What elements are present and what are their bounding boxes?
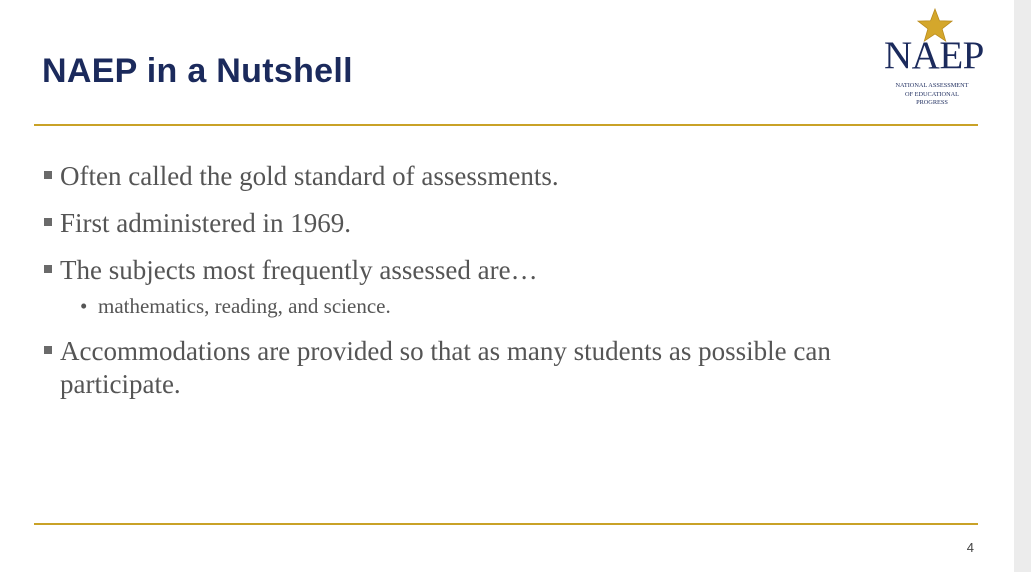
- bullet-item: [42, 254, 942, 287]
- title-divider: [34, 124, 978, 126]
- logo-wordmark: NAEP: [884, 34, 984, 77]
- square-bullet-icon: [44, 171, 52, 179]
- bullet-text: First administered in 1969.: [60, 208, 351, 238]
- footer-divider: [34, 523, 978, 525]
- bullet-item: [42, 207, 942, 240]
- logo-tagline-line: NATIONAL ASSESSMENT: [895, 82, 969, 89]
- bullet-item: [42, 335, 942, 401]
- logo-tagline-line: OF EDUCATIONAL: [904, 90, 960, 98]
- bullet-text: Often called the gold standard of assessments.: [60, 161, 559, 191]
- window-edge: [1014, 0, 1031, 572]
- bullet-list: [42, 160, 942, 415]
- sub-bullet-item: [42, 293, 942, 319]
- dot-bullet-icon: •: [80, 294, 88, 318]
- page-number: 4: [966, 540, 974, 555]
- logo-tagline: [884, 82, 980, 108]
- square-bullet-icon: [44, 346, 52, 354]
- bullet-text: The subjects most frequently assessed are…: [60, 255, 538, 285]
- bullet-item: [42, 160, 942, 193]
- square-bullet-icon: [44, 265, 52, 273]
- bullet-text: mathematics, reading, and science.: [98, 294, 391, 318]
- slide-title: NAEP in a Nutshell: [42, 52, 353, 90]
- logo-tagline-line: PROGRESS: [916, 99, 948, 106]
- bullet-text: Accommodations are provided so that as many students as possible can participate.: [60, 336, 831, 399]
- naep-logo: [884, 8, 984, 116]
- square-bullet-icon: [44, 218, 52, 226]
